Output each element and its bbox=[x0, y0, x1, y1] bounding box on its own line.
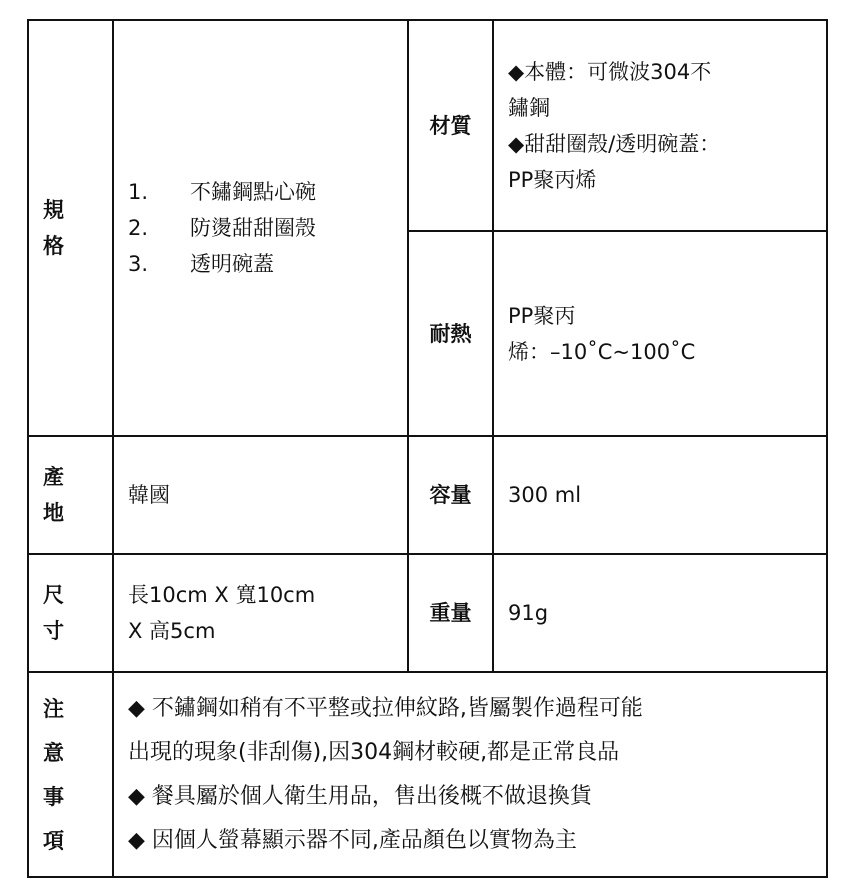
heat-header: 耐熱 bbox=[408, 231, 493, 436]
capacity-header: 容量 bbox=[408, 436, 493, 554]
heat-line: PP聚丙 bbox=[508, 303, 576, 328]
notes-header-char: 注 bbox=[43, 696, 64, 721]
notes-header-char: 意 bbox=[43, 740, 64, 765]
spec-list-num: 3. bbox=[128, 252, 149, 276]
notes-value bbox=[113, 672, 827, 877]
spec-list-num: 2. bbox=[128, 216, 149, 240]
weight-value: 91g bbox=[493, 554, 827, 672]
notes-line: ◆ 因個人螢幕顯示器不同,產品顏色以實物為主 bbox=[128, 827, 577, 853]
spec-header-char: 規 bbox=[43, 198, 64, 222]
notes-header bbox=[28, 672, 113, 877]
spec-header bbox=[28, 20, 113, 436]
spec-list-item bbox=[128, 210, 397, 246]
notes-line: ◆ 不鏽鋼如稍有不平整或拉伸紋路,皆屬製作過程可能 bbox=[128, 695, 643, 721]
origin-value: 韓國 bbox=[113, 436, 408, 554]
origin-header-char: 地 bbox=[43, 501, 64, 525]
notes-header-char: 項 bbox=[43, 828, 64, 853]
material-line: ◆甜甜圈殼/透明碗蓋： bbox=[508, 131, 721, 156]
size-value bbox=[113, 554, 408, 672]
spec-list-text: 透明碗蓋 bbox=[190, 252, 274, 276]
spec-value bbox=[113, 20, 408, 436]
size-header-char: 寸 bbox=[43, 619, 64, 643]
size-line: X 高5cm bbox=[128, 619, 216, 643]
material-value bbox=[493, 20, 827, 231]
heat-line: 烯：–10˚C~100˚C bbox=[508, 339, 696, 364]
product-spec-table bbox=[27, 19, 828, 878]
size-header-char: 尺 bbox=[43, 583, 64, 607]
origin-header-char: 產 bbox=[43, 465, 64, 489]
spec-list-item bbox=[128, 174, 397, 210]
material-line: 鏽鋼 bbox=[508, 95, 550, 120]
material-line: PP聚丙烯 bbox=[508, 167, 597, 192]
material-header: 材質 bbox=[408, 20, 493, 231]
size-header bbox=[28, 554, 113, 672]
spec-list-text: 不鏽鋼點心碗 bbox=[190, 180, 316, 204]
material-line: ◆本體：可微波304不 bbox=[508, 59, 712, 84]
notes-line: 出現的現象(非刮傷),因304鋼材較硬,都是正常良品 bbox=[128, 739, 620, 765]
origin-header bbox=[28, 436, 113, 554]
notes-line: ◆ 餐具屬於個人衛生用品，售出後概不做退換貨 bbox=[128, 783, 592, 809]
heat-value bbox=[493, 231, 827, 436]
weight-header: 重量 bbox=[408, 554, 493, 672]
spec-list-item bbox=[128, 246, 397, 282]
size-line: 長10cm X 寬10cm bbox=[128, 583, 316, 607]
notes-header-char: 事 bbox=[43, 784, 64, 809]
spec-header-char: 格 bbox=[43, 234, 64, 258]
capacity-value: 300 ml bbox=[493, 436, 827, 554]
spec-list-num: 1. bbox=[128, 180, 149, 204]
spec-list-text: 防燙甜甜圈殼 bbox=[190, 216, 316, 240]
